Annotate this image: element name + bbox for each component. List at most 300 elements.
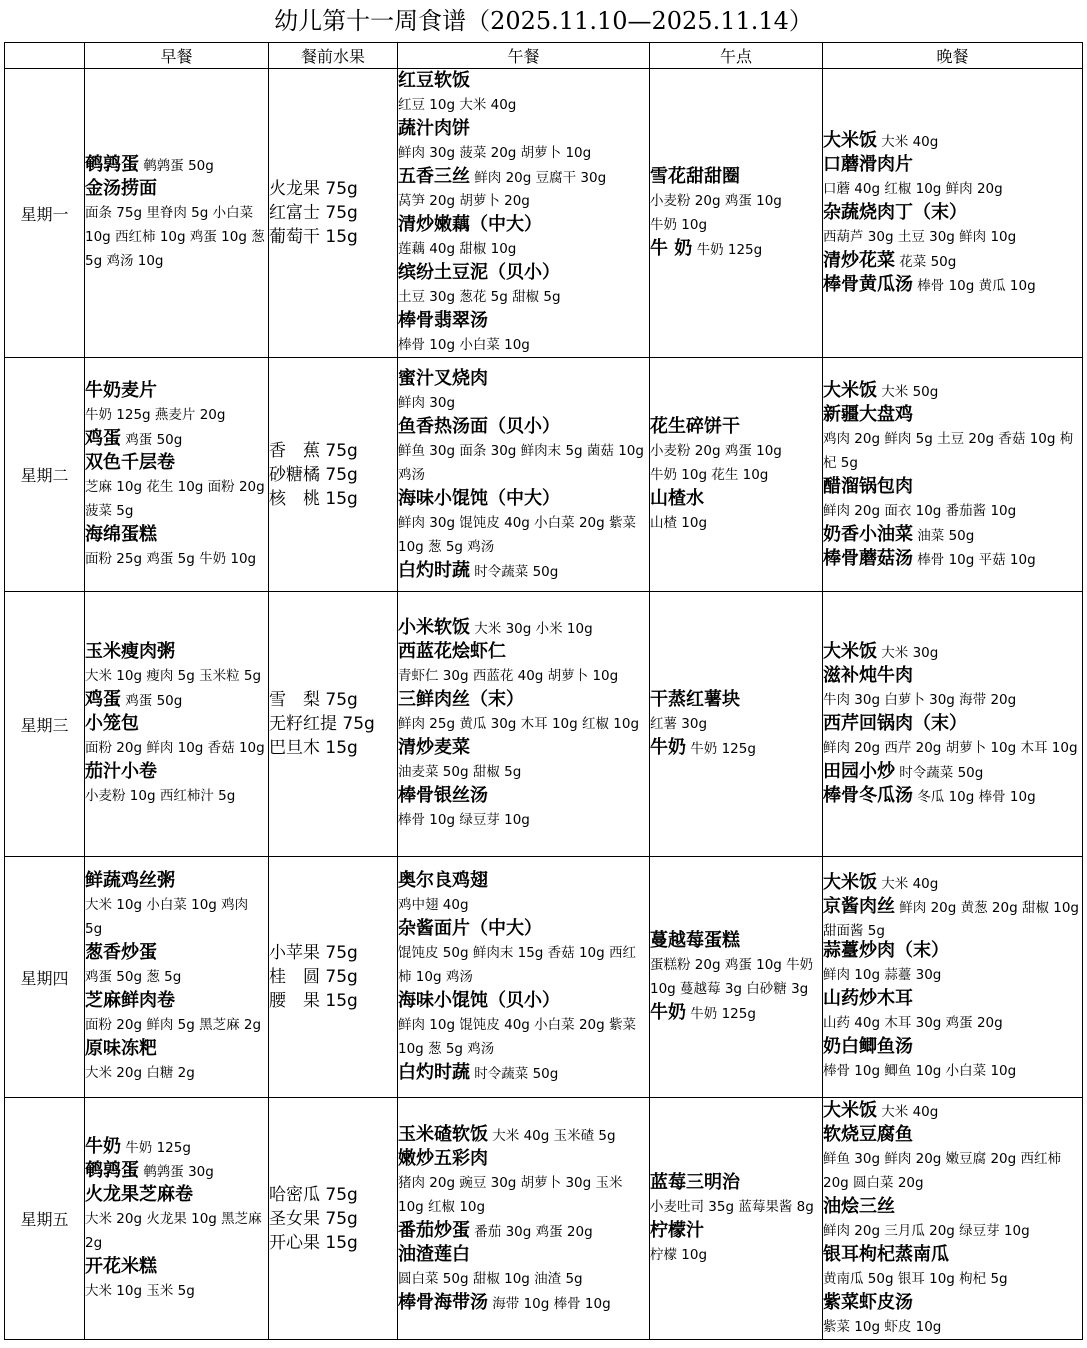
lunch-dish-name: 缤纷土豆泥（贝小） (398, 262, 560, 283)
lunch-cell (398, 592, 650, 857)
breakfast-dish-name: 牛奶麦片 (85, 379, 157, 401)
dinner-line (823, 1243, 1082, 1267)
dinner-line (823, 547, 1082, 571)
breakfast-line (85, 547, 268, 571)
breakfast-line (85, 403, 268, 427)
dinner-line (823, 1195, 1082, 1219)
fruit-item: 葡萄干 15g (269, 227, 358, 247)
dinner-line (823, 475, 1082, 499)
dinner-ingredients: 棒骨 10g 鲫鱼 10g 小白菜 10g (823, 1063, 1017, 1079)
dinner-line (823, 1219, 1082, 1243)
lunch-line (398, 367, 649, 391)
dinner-ingredients: 黄南瓜 50g 银耳 10g 枸杞 5g (823, 1270, 1008, 1287)
dinner-line (823, 987, 1082, 1011)
fruit-item: 雪 梨 75g (269, 690, 358, 710)
lunch-dish-name: 清炒麦菜 (398, 737, 470, 758)
breakfast-line (85, 1159, 268, 1183)
lunch-ingredients: 时令蔬菜 50g (470, 1066, 559, 1082)
lunch-line (398, 712, 649, 736)
dinner-line (823, 153, 1082, 177)
lunch-ingredients: 海带 10g 棒骨 10g (488, 1295, 611, 1312)
lunch-line (398, 784, 649, 808)
breakfast-line (85, 1061, 268, 1085)
fruit-item: 火龙果 75g (269, 179, 358, 199)
dinner-dish-name: 棒骨黄瓜汤 (823, 274, 913, 295)
snack-line (650, 237, 822, 261)
lunch-line (398, 1147, 649, 1171)
dinner-ingredients: 西葫芦 30g 土豆 30g 鲜肉 10g (823, 229, 1017, 245)
breakfast-ingredients: 牛奶 125g (121, 1139, 191, 1156)
dinner-line (823, 871, 1082, 895)
breakfast-line (85, 1279, 268, 1303)
snack-ingredients: 蛋糕粉 20g 鸡蛋 10g 牛奶 10g 蔓越莓 3g 白砂糖 3g (650, 957, 814, 997)
dinner-line (823, 249, 1082, 273)
day-label: 星期一 (5, 69, 85, 358)
lunch-line (398, 1061, 649, 1085)
lunch-line (398, 511, 649, 559)
snack-line (650, 736, 822, 760)
breakfast-ingredients: 小麦粉 10g 西红柿汁 5g (85, 788, 236, 804)
lunch-dish-name: 五香三丝 (398, 166, 470, 187)
dinner-cell (823, 857, 1083, 1098)
dinner-cell (823, 592, 1083, 857)
lunch-dish-name: 蔬汁肉饼 (398, 118, 470, 139)
dinner-line (823, 523, 1082, 547)
dinner-ingredients: 鲜肉 20g 黄葱 20g 甜椒 10g 甜面酱 5g (823, 900, 1079, 939)
dinner-dish-name: 油烩三丝 (823, 1195, 895, 1217)
lunch-dish-name: 白灼时蔬 (398, 559, 470, 581)
breakfast-ingredients: 面粉 20g 鲜肉 5g 黑芝麻 2g (85, 1017, 262, 1033)
lunch-dish-name: 海味小馄饨（中大） (398, 487, 560, 509)
lunch-line (398, 141, 649, 165)
dinner-dish-name: 醋溜锅包肉 (823, 475, 913, 497)
dinner-ingredients: 时令蔬菜 50g (895, 765, 984, 781)
breakfast-dish-name: 牛奶 (85, 1135, 121, 1157)
breakfast-dish-name: 鲜蔬鸡丝粥 (85, 870, 175, 891)
dinner-line (823, 177, 1082, 201)
lunch-ingredients: 鲜肉 25g 黄瓜 30g 木耳 10g 红椒 10g (398, 716, 640, 732)
header-snack: 午点 (650, 43, 823, 69)
lunch-ingredients: 莴笋 20g 胡萝卜 20g (398, 193, 530, 209)
day-row (5, 1098, 1083, 1340)
breakfast-dish-name: 小笼包 (85, 713, 139, 734)
breakfast-cell (85, 1098, 269, 1340)
day-row (5, 592, 1083, 857)
lunch-cell (398, 69, 650, 358)
breakfast-ingredients: 大米 10g 瘦肉 5g 玉米粒 5g (85, 668, 262, 684)
snack-dish-name: 牛 奶 (650, 238, 693, 259)
breakfast-cell (85, 69, 269, 358)
dinner-dish-name: 京酱肉丝 (823, 896, 895, 917)
day-label: 星期五 (5, 1098, 85, 1340)
fruit-item: 无籽红提 75g (269, 714, 375, 734)
lunch-line (398, 261, 649, 285)
dinner-dish-name: 紫菜虾皮汤 (823, 1291, 913, 1313)
dinner-dish-name: 大米饭 (823, 130, 877, 151)
breakfast-ingredients: 大米 20g 火龙果 10g 黑芝麻 2g (85, 1210, 262, 1251)
dinner-cell (823, 1098, 1083, 1340)
breakfast-ingredients: 面粉 20g 鲜肉 10g 香菇 10g (85, 740, 265, 756)
lunch-line (398, 688, 649, 712)
lunch-dish-name: 奥尔良鸡翅 (398, 870, 488, 891)
dinner-dish-name: 奶香小油菜 (823, 523, 913, 545)
dinner-ingredients: 山药 40g 木耳 30g 鸡蛋 20g (823, 1015, 1003, 1031)
dinner-cell (823, 69, 1083, 358)
breakfast-dish-name: 海绵蛋糕 (85, 523, 157, 545)
dinner-line (823, 1123, 1082, 1147)
lunch-line (398, 391, 649, 415)
fruit-item: 哈密瓜 75g (269, 1184, 358, 1205)
dinner-ingredients: 紫菜 10g 虾皮 10g (823, 1318, 942, 1335)
lunch-line (398, 736, 649, 760)
dinner-cell (823, 358, 1083, 592)
lunch-line (398, 640, 649, 664)
dinner-ingredients: 花菜 50g (895, 254, 957, 270)
snack-ingredients: 小麦粉 20g 鸡蛋 10g (650, 442, 782, 459)
dinner-dish-name: 大米饭 (823, 641, 877, 662)
lunch-dish-name: 嫩炒五彩肉 (398, 1147, 488, 1169)
lunch-line (398, 1291, 649, 1315)
breakfast-line (85, 1013, 268, 1037)
breakfast-line (85, 688, 268, 712)
breakfast-line (85, 760, 268, 784)
day-row (5, 69, 1083, 358)
dinner-line (823, 895, 1082, 939)
dinner-ingredients: 大米 40g (877, 1103, 939, 1120)
fruit-cell (269, 1098, 398, 1340)
lunch-line (398, 760, 649, 784)
dinner-dish-name: 新疆大盘鸡 (823, 403, 913, 425)
dinner-dish-name: 山药炒木耳 (823, 988, 913, 1009)
snack-ingredients: 柠檬 10g (650, 1246, 708, 1263)
lunch-line (398, 616, 649, 640)
lunch-ingredients: 鲜肉 20g 豆腐干 30g (470, 170, 607, 186)
dinner-line (823, 1291, 1082, 1315)
breakfast-line (85, 712, 268, 736)
header-breakfast: 早餐 (85, 43, 269, 69)
lunch-cell (398, 358, 650, 592)
dinner-line (823, 1059, 1082, 1083)
fruit-cell (269, 857, 398, 1098)
lunch-line (398, 309, 649, 333)
menu-table (4, 42, 1083, 1340)
breakfast-dish-name: 葱香炒蛋 (85, 942, 157, 963)
dinner-line (823, 760, 1082, 784)
breakfast-dish-name: 鸡蛋 (85, 689, 121, 710)
breakfast-ingredients: 鸡蛋 50g (121, 693, 183, 709)
dinner-ingredients: 大米 50g (877, 383, 939, 400)
breakfast-ingredients: 鹌鹑蛋 50g (139, 158, 214, 174)
header-lunch: 午餐 (398, 43, 650, 69)
breakfast-ingredients: 鹌鹑蛋 30g (139, 1163, 214, 1180)
lunch-dish-name: 白灼时蔬 (398, 1062, 470, 1083)
lunch-line (398, 117, 649, 141)
day-row (5, 358, 1083, 592)
fruit-item: 巴旦木 15g (269, 738, 358, 758)
breakfast-line (85, 664, 268, 688)
lunch-ingredients: 棒骨 10g 小白菜 10g (398, 337, 530, 353)
dinner-ingredients: 大米 30g (877, 645, 939, 661)
snack-line (650, 1219, 822, 1243)
page-title: 幼儿第十一周食谱（2025.11.10—2025.11.14） (274, 7, 813, 35)
dinner-line (823, 225, 1082, 249)
dinner-ingredients: 口蘑 40g 红椒 10g 鲜肉 20g (823, 181, 1003, 197)
dinner-line (823, 688, 1082, 712)
breakfast-ingredients: 大米 10g 玉米 5g (85, 1282, 195, 1299)
lunch-line (398, 1013, 649, 1061)
lunch-dish-name: 小米软饭 (398, 617, 470, 638)
breakfast-line (85, 736, 268, 760)
breakfast-line (85, 640, 268, 664)
fruit-cell (269, 358, 398, 592)
breakfast-ingredients: 芝麻 10g 花生 10g 面粉 20g 菠菜 5g (85, 478, 265, 519)
dinner-dish-name: 蒜薹炒肉（末） (823, 940, 949, 961)
dinner-line (823, 403, 1082, 427)
lunch-line (398, 1243, 649, 1267)
lunch-ingredients: 番茄 30g 鸡蛋 20g (470, 1223, 593, 1240)
dinner-line (823, 1267, 1082, 1291)
fruit-item: 核 桃 15g (269, 488, 358, 509)
fruit-item: 红富士 75g (269, 203, 358, 223)
snack-line (650, 165, 822, 189)
breakfast-line (85, 523, 268, 547)
lunch-line (398, 893, 649, 917)
snack-cell (650, 69, 823, 358)
lunch-ingredients: 圆白菜 50g 甜椒 10g 油渣 5g (398, 1270, 583, 1287)
fruit-item: 香 蕉 75g (269, 440, 358, 461)
fruit-item: 小苹果 75g (269, 943, 358, 963)
breakfast-dish-name: 原味冻粑 (85, 1038, 157, 1059)
lunch-ingredients: 馄饨皮 50g 鲜肉末 15g 香菇 10g 西红柿 10g 鸡汤 (398, 945, 636, 985)
lunch-dish-name: 蜜汁叉烧肉 (398, 367, 488, 389)
breakfast-line (85, 153, 268, 177)
snack-cell (650, 857, 823, 1098)
breakfast-line (85, 475, 268, 523)
snack-line (650, 953, 822, 1001)
dinner-ingredients: 棒骨 10g 平菇 10g (913, 551, 1036, 568)
dinner-dish-name: 清炒花菜 (823, 250, 895, 271)
snack-ingredients: 山楂 10g (650, 514, 708, 531)
dinner-dish-name: 大米饭 (823, 872, 877, 893)
snack-line (650, 1171, 822, 1195)
dinner-ingredients: 鲜肉 10g 蒜薹 30g (823, 967, 942, 983)
breakfast-dish-name: 鹌鹑蛋 (85, 1159, 139, 1181)
dinner-ingredients: 棒骨 10g 黄瓜 10g (913, 278, 1036, 294)
snack-cell (650, 358, 823, 592)
breakfast-ingredients: 大米 20g 白糖 2g (85, 1065, 195, 1081)
snack-dish-name: 蓝莓三明治 (650, 1171, 740, 1193)
lunch-line (398, 869, 649, 893)
snack-ingredients: 牛奶 10g 花生 10g (650, 466, 769, 483)
breakfast-ingredients: 牛奶 125g 燕麦片 20g (85, 406, 226, 423)
dinner-dish-name: 大米饭 (823, 379, 877, 401)
fruit-item: 开心果 15g (269, 1232, 358, 1253)
fruit-item: 桂 圆 75g (269, 967, 358, 987)
breakfast-line (85, 379, 268, 403)
lunch-dish-name: 棒骨翡翠汤 (398, 310, 488, 331)
lunch-line (398, 165, 649, 189)
snack-dish-name: 雪花甜甜圈 (650, 166, 740, 187)
dinner-line (823, 963, 1082, 987)
lunch-dish-name: 棒骨海带汤 (398, 1291, 488, 1313)
lunch-line (398, 415, 649, 439)
breakfast-cell (85, 358, 269, 592)
breakfast-dish-name: 开花米糕 (85, 1255, 157, 1277)
dinner-ingredients: 鲜肉 20g 三月瓜 20g 绿豆芽 10g (823, 1222, 1030, 1239)
snack-line (650, 189, 822, 213)
lunch-line (398, 333, 649, 357)
lunch-dish-name: 鱼香热汤面（贝小） (398, 415, 560, 437)
breakfast-dish-name: 火龙果芝麻卷 (85, 1183, 193, 1205)
dinner-line (823, 1147, 1082, 1195)
lunch-ingredients: 猪肉 20g 豌豆 30g 胡萝卜 30g 玉米 10g 红椒 10g (398, 1174, 623, 1215)
lunch-dish-name: 杂酱面片（中大） (398, 918, 542, 939)
dinner-line (823, 499, 1082, 523)
snack-cell (650, 592, 823, 857)
snack-line (650, 1243, 822, 1267)
dinner-dish-name: 田园小炒 (823, 761, 895, 782)
dinner-ingredients: 牛肉 30g 白萝卜 30g 海带 20g (823, 692, 1017, 708)
fruit-item: 砂糖橘 75g (269, 464, 358, 485)
dinner-line (823, 712, 1082, 736)
breakfast-line (85, 1183, 268, 1207)
lunch-line (398, 285, 649, 309)
dinner-line (823, 201, 1082, 225)
dinner-ingredients: 冬瓜 10g 棒骨 10g (913, 789, 1036, 805)
breakfast-line (85, 941, 268, 965)
dinner-line (823, 640, 1082, 664)
snack-dish-name: 山楂水 (650, 487, 704, 509)
dinner-dish-name: 口蘑滑肉片 (823, 154, 913, 175)
lunch-line (398, 664, 649, 688)
breakfast-ingredients: 面粉 25g 鸡蛋 5g 牛奶 10g (85, 550, 257, 567)
snack-line (650, 439, 822, 463)
dinner-ingredients: 鲜肉 20g 面衣 10g 番茄酱 10g (823, 502, 1017, 519)
dinner-ingredients: 大米 40g (877, 876, 939, 892)
breakfast-cell (85, 592, 269, 857)
lunch-ingredients: 鲜肉 30g (398, 394, 456, 411)
dinner-dish-name: 西芹回锅肉（末） (823, 713, 967, 734)
dinner-line (823, 1035, 1082, 1059)
breakfast-cell (85, 857, 269, 1098)
lunch-line (398, 69, 649, 93)
lunch-ingredients: 大米 40g 玉米碴 5g (488, 1127, 616, 1144)
lunch-dish-name: 西蓝花烩虾仁 (398, 641, 506, 662)
breakfast-ingredients: 鸡蛋 50g 葱 5g (85, 969, 182, 985)
lunch-line (398, 1267, 649, 1291)
snack-line (650, 415, 822, 439)
header-day (5, 43, 85, 69)
snack-dish-name: 牛奶 (650, 737, 686, 758)
fruit-item: 腰 果 15g (269, 991, 358, 1011)
breakfast-line (85, 1255, 268, 1279)
lunch-dish-name: 玉米碴软饭 (398, 1123, 488, 1145)
dinner-line (823, 379, 1082, 403)
breakfast-dish-name: 鹌鹑蛋 (85, 154, 139, 175)
snack-ingredients: 牛奶 125g (686, 741, 756, 757)
lunch-line (398, 93, 649, 117)
breakfast-line (85, 784, 268, 808)
snack-ingredients: 红薯 30g (650, 716, 708, 732)
dinner-line (823, 784, 1082, 808)
breakfast-dish-name: 金汤捞面 (85, 178, 157, 199)
snack-ingredients: 牛奶 125g (692, 242, 763, 258)
lunch-ingredients: 棒骨 10g 绿豆芽 10g (398, 812, 530, 828)
dinner-ingredients: 鲜鱼 30g 鲜肉 20g 嫩豆腐 20g 西红柿 20g 圆白菜 20g (823, 1150, 1061, 1191)
snack-line (650, 929, 822, 953)
lunch-ingredients: 鲜肉 30g 馄饨皮 40g 小白菜 20g 紫菜 10g 葱 5g 鸡汤 (398, 514, 636, 555)
lunch-line (398, 917, 649, 941)
day-label: 星期三 (5, 592, 85, 857)
lunch-ingredients: 鲜鱼 30g 面条 30g 鲜肉末 5g 菌菇 10g 鸡汤 (398, 442, 644, 483)
lunch-dish-name: 红豆软饭 (398, 70, 470, 91)
snack-dish-name: 牛奶 (650, 1002, 686, 1023)
lunch-ingredients: 时令蔬菜 50g (470, 563, 559, 580)
dinner-line (823, 1011, 1082, 1035)
dinner-dish-name: 奶白鲫鱼汤 (823, 1036, 913, 1057)
dinner-line (823, 1099, 1082, 1123)
dinner-ingredients: 鲜肉 20g 西芹 20g 胡萝卜 10g 木耳 10g (823, 740, 1078, 756)
snack-line (650, 463, 822, 487)
header-row (5, 43, 1083, 69)
dinner-ingredients: 油菜 50g (913, 527, 975, 544)
fruit-cell (269, 69, 398, 358)
snack-line (650, 487, 822, 511)
lunch-line (398, 439, 649, 487)
snack-line (650, 213, 822, 237)
breakfast-line (85, 989, 268, 1013)
lunch-ingredients: 鸡中翅 40g (398, 897, 469, 913)
snack-line (650, 688, 822, 712)
dinner-dish-name: 银耳枸杞蒸南瓜 (823, 1243, 949, 1265)
lunch-ingredients: 鲜肉 10g 馄饨皮 40g 小白菜 20g 紫菜 10g 葱 5g 鸡汤 (398, 1017, 636, 1057)
snack-ingredients: 小麦吐司 35g 蓝莓果酱 8g (650, 1198, 814, 1215)
breakfast-line (85, 427, 268, 451)
lunch-ingredients: 油麦菜 50g 甜椒 5g (398, 764, 522, 780)
breakfast-line (85, 451, 268, 475)
lunch-line (398, 1171, 649, 1219)
lunch-line (398, 808, 649, 832)
lunch-ingredients: 青虾仁 30g 西蓝花 40g 胡萝卜 10g (398, 668, 619, 684)
lunch-line (398, 1219, 649, 1243)
lunch-dish-name: 三鲜肉丝（末） (398, 689, 524, 710)
day-label: 星期二 (5, 358, 85, 592)
dinner-line (823, 664, 1082, 688)
dinner-line (823, 129, 1082, 153)
fruit-item: 圣女果 75g (269, 1208, 358, 1229)
lunch-ingredients: 土豆 30g 葱花 5g 甜椒 5g (398, 289, 561, 305)
lunch-line (398, 213, 649, 237)
dinner-dish-name: 杂蔬烧肉丁（末） (823, 202, 967, 223)
dinner-ingredients: 大米 40g (877, 134, 939, 150)
snack-dish-name: 柠檬汁 (650, 1219, 704, 1241)
lunch-line (398, 941, 649, 989)
breakfast-dish-name: 鸡蛋 (85, 427, 121, 449)
lunch-line (398, 1123, 649, 1147)
lunch-line (398, 487, 649, 511)
fruit-cell (269, 592, 398, 857)
snack-line (650, 511, 822, 535)
dinner-line (823, 736, 1082, 760)
snack-line (650, 1001, 822, 1025)
lunch-ingredients: 莲藕 40g 甜椒 10g (398, 241, 517, 257)
breakfast-line (85, 893, 268, 941)
snack-line (650, 712, 822, 736)
dinner-ingredients: 鸡肉 20g 鲜肉 5g 土豆 20g 香菇 10g 枸杞 5g (823, 430, 1074, 471)
dinner-line (823, 273, 1082, 297)
day-row (5, 857, 1083, 1098)
breakfast-dish-name: 玉米瘦肉粥 (85, 641, 175, 662)
